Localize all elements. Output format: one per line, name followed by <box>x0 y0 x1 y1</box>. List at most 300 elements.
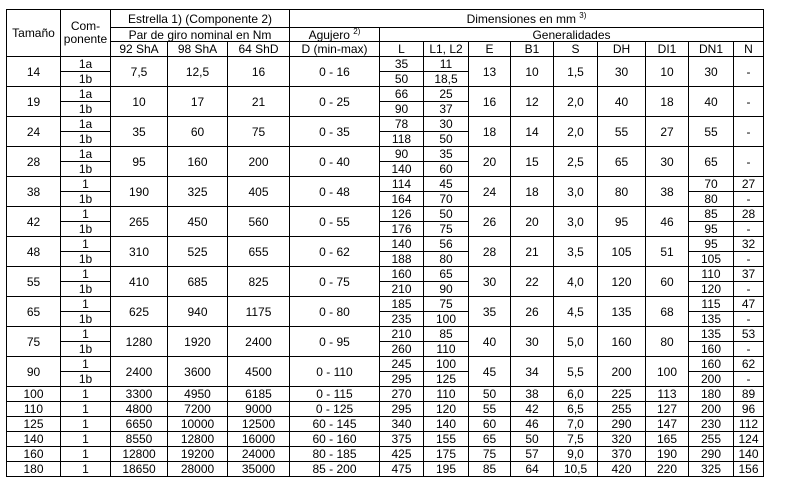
dim-dh-cell: 420 <box>598 462 646 477</box>
dim-dh-cell: 95 <box>598 207 646 237</box>
table-row <box>7 57 764 72</box>
dim-l-cell: 114 <box>380 177 424 192</box>
dim-s-cell: 7,0 <box>554 417 598 432</box>
dim-l-cell: 164 <box>380 192 424 207</box>
torque-64shd-cell: 21 <box>228 87 290 117</box>
torque-64shd-cell: 75 <box>228 117 290 147</box>
dim-l-cell: 295 <box>380 402 424 417</box>
torque-64shd-cell: 560 <box>228 207 290 237</box>
dim-l1-l2-cell: 155 <box>424 432 469 447</box>
dim-l1-l2-cell: 85 <box>424 327 469 342</box>
bore-range-cell: 0 - 115 <box>290 387 380 402</box>
dim-n-cell: 62 <box>734 357 764 372</box>
dim-dn1-cell: 230 <box>689 417 734 432</box>
size-cell: 19 <box>7 87 61 117</box>
torque-98sha-cell: 4950 <box>168 387 228 402</box>
header-size: Tamaño <box>7 10 61 57</box>
table-row <box>7 357 764 372</box>
torque-92sha-cell: 6650 <box>111 417 168 432</box>
dim-n-cell: 28 <box>734 207 764 222</box>
dim-di1-cell: 127 <box>646 402 689 417</box>
table-row <box>7 237 764 252</box>
dim-l-cell: 50 <box>380 72 424 87</box>
dim-b1-cell: 50 <box>511 432 554 447</box>
dim-dh-cell: 105 <box>598 237 646 267</box>
header-col-b1: B1 <box>511 42 554 57</box>
dim-s-cell: 6,5 <box>554 402 598 417</box>
dim-l-cell: 118 <box>380 132 424 147</box>
component-cell: 1b <box>61 162 111 177</box>
torque-92sha-cell: 8550 <box>111 432 168 447</box>
header-dimensions-label: Dimensiones en mm <box>466 11 576 26</box>
header-torque: Par de giro nominal en Nm <box>111 28 290 42</box>
dim-dn1-cell: 135 <box>689 327 734 342</box>
torque-92sha-cell: 12800 <box>111 447 168 462</box>
torque-98sha-cell: 28000 <box>168 462 228 477</box>
dim-e-cell: 13 <box>469 57 511 87</box>
torque-92sha-cell: 7,5 <box>111 57 168 87</box>
bore-range-cell: 80 - 185 <box>290 447 380 462</box>
header-star-component: Estrella 1) (Componente 2) <box>111 10 290 28</box>
dim-s-cell: 10,5 <box>554 462 598 477</box>
dim-di1-cell: 51 <box>646 237 689 267</box>
dim-di1-cell: 220 <box>646 462 689 477</box>
dim-l1-l2-cell: 50 <box>424 132 469 147</box>
size-cell: 65 <box>7 297 61 327</box>
table-row <box>7 267 764 282</box>
torque-98sha-cell: 3600 <box>168 357 228 387</box>
dim-n-cell: 89 <box>734 387 764 402</box>
dim-s-cell: 4,5 <box>554 297 598 327</box>
dim-l-cell: 270 <box>380 387 424 402</box>
dim-l1-l2-cell: 90 <box>424 282 469 297</box>
dim-l1-l2-cell: 30 <box>424 117 469 132</box>
torque-98sha-cell: 10000 <box>168 417 228 432</box>
dim-n-cell: 37 <box>734 267 764 282</box>
size-cell: 140 <box>7 432 61 447</box>
table-row <box>7 297 764 312</box>
dim-dn1-cell: 135 <box>689 312 734 327</box>
size-cell: 125 <box>7 417 61 432</box>
torque-92sha-cell: 4800 <box>111 402 168 417</box>
component-cell: 1 <box>61 177 111 192</box>
torque-64shd-cell: 405 <box>228 177 290 207</box>
dim-l1-l2-cell: 110 <box>424 342 469 357</box>
dim-b1-cell: 38 <box>511 387 554 402</box>
size-cell: 160 <box>7 447 61 462</box>
dim-s-cell: 5,0 <box>554 327 598 357</box>
dim-s-cell: 4,0 <box>554 267 598 297</box>
dim-di1-cell: 100 <box>646 357 689 387</box>
dim-b1-cell: 34 <box>511 357 554 387</box>
torque-98sha-cell: 12,5 <box>168 57 228 87</box>
torque-64shd-cell: 655 <box>228 237 290 267</box>
dim-dn1-cell: 200 <box>689 402 734 417</box>
dim-n-cell: - <box>734 192 764 207</box>
dim-di1-cell: 113 <box>646 387 689 402</box>
torque-92sha-cell: 310 <box>111 237 168 267</box>
dim-l-cell: 126 <box>380 207 424 222</box>
dim-b1-cell: 10 <box>511 57 554 87</box>
dim-s-cell: 2,0 <box>554 87 598 117</box>
dim-e-cell: 45 <box>469 357 511 387</box>
torque-64shd-cell: 1175 <box>228 297 290 327</box>
dim-b1-cell: 20 <box>511 207 554 237</box>
dim-l1-l2-cell: 45 <box>424 177 469 192</box>
dim-l-cell: 425 <box>380 447 424 462</box>
dim-l-cell: 188 <box>380 252 424 267</box>
dim-di1-cell: 27 <box>646 117 689 147</box>
dim-l-cell: 90 <box>380 102 424 117</box>
dim-n-cell: - <box>734 117 764 147</box>
header-col-n: N <box>734 42 764 57</box>
dim-e-cell: 16 <box>469 87 511 117</box>
header-shore-98: 98 ShA <box>168 42 228 57</box>
torque-64shd-cell: 9000 <box>228 402 290 417</box>
dim-l-cell: 235 <box>380 312 424 327</box>
dim-di1-cell: 46 <box>646 207 689 237</box>
torque-92sha-cell: 2400 <box>111 357 168 387</box>
dim-dh-cell: 290 <box>598 417 646 432</box>
dim-dn1-cell: 80 <box>689 192 734 207</box>
dim-n-cell: 32 <box>734 237 764 252</box>
torque-64shd-cell: 12500 <box>228 417 290 432</box>
dim-e-cell: 30 <box>469 267 511 297</box>
component-cell: 1 <box>61 447 111 462</box>
header-col-l: L <box>380 42 424 57</box>
dim-l1-l2-cell: 80 <box>424 252 469 267</box>
torque-92sha-cell: 3300 <box>111 387 168 402</box>
dim-dn1-cell: 120 <box>689 282 734 297</box>
dim-e-cell: 60 <box>469 417 511 432</box>
component-cell: 1b <box>61 342 111 357</box>
dim-b1-cell: 57 <box>511 447 554 462</box>
torque-98sha-cell: 525 <box>168 237 228 267</box>
table-row <box>7 327 764 342</box>
bore-range-cell: 60 - 160 <box>290 432 380 447</box>
header-col-l1-l2: L1, L2 <box>424 42 469 57</box>
dim-dn1-cell: 40 <box>689 87 734 117</box>
dim-n-cell: 27 <box>734 177 764 192</box>
component-cell: 1b <box>61 72 111 87</box>
dim-e-cell: 35 <box>469 297 511 327</box>
torque-64shd-cell: 6185 <box>228 387 290 402</box>
dim-l-cell: 475 <box>380 462 424 477</box>
dim-dh-cell: 255 <box>598 402 646 417</box>
dim-b1-cell: 30 <box>511 327 554 357</box>
component-cell: 1 <box>61 402 111 417</box>
dim-dh-cell: 135 <box>598 297 646 327</box>
dim-dn1-cell: 30 <box>689 57 734 87</box>
table-row <box>7 432 764 447</box>
header-dimensions <box>290 10 764 28</box>
header-component: Com- ponente <box>61 10 111 57</box>
component-cell: 1b <box>61 282 111 297</box>
dim-s-cell: 3,0 <box>554 177 598 207</box>
header-dimensions-footnote: 3) <box>579 10 587 20</box>
dim-dh-cell: 160 <box>598 327 646 357</box>
dim-l-cell: 176 <box>380 222 424 237</box>
table-row <box>7 447 764 462</box>
dim-dn1-cell: 110 <box>689 267 734 282</box>
dim-e-cell: 18 <box>469 117 511 147</box>
header-shore-92: 92 ShA <box>111 42 168 57</box>
torque-64shd-cell: 825 <box>228 267 290 297</box>
header-bore-label: Agujero <box>308 27 350 42</box>
torque-64shd-cell: 2400 <box>228 327 290 357</box>
dim-dn1-cell: 115 <box>689 297 734 312</box>
torque-92sha-cell: 625 <box>111 297 168 327</box>
table-row <box>7 462 764 477</box>
dim-n-cell: 96 <box>734 402 764 417</box>
header-general: Generalidades <box>380 28 764 42</box>
dim-b1-cell: 42 <box>511 402 554 417</box>
dim-e-cell: 50 <box>469 387 511 402</box>
component-cell: 1b <box>61 222 111 237</box>
bore-range-cell: 0 - 75 <box>290 267 380 297</box>
table-row <box>7 402 764 417</box>
size-cell: 55 <box>7 267 61 297</box>
torque-98sha-cell: 160 <box>168 147 228 177</box>
bore-range-cell: 0 - 110 <box>290 357 380 387</box>
dim-dh-cell: 225 <box>598 387 646 402</box>
dim-l1-l2-cell: 100 <box>424 312 469 327</box>
size-cell: 14 <box>7 57 61 87</box>
header-col-e: E <box>469 42 511 57</box>
bore-range-cell: 0 - 40 <box>290 147 380 177</box>
dim-l1-l2-cell: 75 <box>424 222 469 237</box>
table-row <box>7 387 764 402</box>
bore-range-cell: 0 - 62 <box>290 237 380 267</box>
dim-l1-l2-cell: 25 <box>424 87 469 102</box>
dim-dn1-cell: 160 <box>689 357 734 372</box>
torque-98sha-cell: 60 <box>168 117 228 147</box>
header-bore <box>290 28 380 42</box>
table-row <box>7 87 764 102</box>
dim-di1-cell: 30 <box>646 147 689 177</box>
component-cell: 1 <box>61 387 111 402</box>
torque-92sha-cell: 410 <box>111 267 168 297</box>
dim-b1-cell: 14 <box>511 117 554 147</box>
dim-l1-l2-cell: 195 <box>424 462 469 477</box>
dim-l1-l2-cell: 100 <box>424 357 469 372</box>
dim-b1-cell: 64 <box>511 462 554 477</box>
dim-l1-l2-cell: 125 <box>424 372 469 387</box>
torque-64shd-cell: 16 <box>228 57 290 87</box>
dim-n-cell: - <box>734 252 764 267</box>
torque-92sha-cell: 95 <box>111 147 168 177</box>
dim-l-cell: 210 <box>380 327 424 342</box>
size-cell: 28 <box>7 147 61 177</box>
dim-l1-l2-cell: 140 <box>424 417 469 432</box>
dim-dh-cell: 40 <box>598 87 646 117</box>
size-cell: 180 <box>7 462 61 477</box>
dim-dn1-cell: 95 <box>689 237 734 252</box>
dim-dh-cell: 55 <box>598 117 646 147</box>
torque-64shd-cell: 35000 <box>228 462 290 477</box>
torque-98sha-cell: 685 <box>168 267 228 297</box>
dim-l1-l2-cell: 175 <box>424 447 469 462</box>
dim-dh-cell: 80 <box>598 177 646 207</box>
dim-s-cell: 5,5 <box>554 357 598 387</box>
dim-n-cell: - <box>734 222 764 237</box>
component-cell: 1b <box>61 192 111 207</box>
torque-98sha-cell: 12800 <box>168 432 228 447</box>
dim-s-cell: 3,0 <box>554 207 598 237</box>
component-cell: 1 <box>61 462 111 477</box>
component-cell: 1 <box>61 297 111 312</box>
dim-b1-cell: 46 <box>511 417 554 432</box>
dim-l-cell: 140 <box>380 162 424 177</box>
dim-n-cell: - <box>734 342 764 357</box>
dim-s-cell: 2,0 <box>554 117 598 147</box>
dim-b1-cell: 26 <box>511 297 554 327</box>
dim-b1-cell: 22 <box>511 267 554 297</box>
component-cell: 1 <box>61 237 111 252</box>
dim-e-cell: 55 <box>469 402 511 417</box>
torque-64shd-cell: 4500 <box>228 357 290 387</box>
component-cell: 1 <box>61 417 111 432</box>
torque-98sha-cell: 19200 <box>168 447 228 462</box>
dim-dh-cell: 320 <box>598 432 646 447</box>
dim-s-cell: 7,5 <box>554 432 598 447</box>
dim-b1-cell: 12 <box>511 87 554 117</box>
torque-98sha-cell: 325 <box>168 177 228 207</box>
dim-n-cell: - <box>734 372 764 387</box>
dim-dn1-cell: 200 <box>689 372 734 387</box>
dim-l-cell: 90 <box>380 147 424 162</box>
dim-l-cell: 295 <box>380 372 424 387</box>
dim-n-cell: - <box>734 87 764 117</box>
dim-l-cell: 35 <box>380 57 424 72</box>
dim-di1-cell: 60 <box>646 267 689 297</box>
component-cell: 1 <box>61 207 111 222</box>
dim-dn1-cell: 180 <box>689 387 734 402</box>
dim-b1-cell: 15 <box>511 147 554 177</box>
dim-di1-cell: 38 <box>646 177 689 207</box>
dim-l-cell: 340 <box>380 417 424 432</box>
table-row <box>7 117 764 132</box>
dim-l-cell: 78 <box>380 117 424 132</box>
torque-64shd-cell: 24000 <box>228 447 290 462</box>
dim-l-cell: 66 <box>380 87 424 102</box>
dim-s-cell: 2,5 <box>554 147 598 177</box>
torque-92sha-cell: 190 <box>111 177 168 207</box>
header-bore-footnote: 2) <box>353 27 361 36</box>
size-cell: 24 <box>7 117 61 147</box>
component-cell: 1 <box>61 267 111 282</box>
bore-range-cell: 0 - 125 <box>290 402 380 417</box>
dim-n-cell: 156 <box>734 462 764 477</box>
dim-dh-cell: 30 <box>598 57 646 87</box>
torque-92sha-cell: 265 <box>111 207 168 237</box>
size-cell: 48 <box>7 237 61 267</box>
dim-e-cell: 75 <box>469 447 511 462</box>
dim-n-cell: 112 <box>734 417 764 432</box>
dim-b1-cell: 21 <box>511 237 554 267</box>
dim-n-cell: 124 <box>734 432 764 447</box>
dim-l1-l2-cell: 35 <box>424 147 469 162</box>
torque-92sha-cell: 10 <box>111 87 168 117</box>
dim-dn1-cell: 95 <box>689 222 734 237</box>
torque-98sha-cell: 940 <box>168 297 228 327</box>
bore-range-cell: 0 - 55 <box>290 207 380 237</box>
dim-di1-cell: 68 <box>646 297 689 327</box>
dim-dh-cell: 65 <box>598 147 646 177</box>
dim-s-cell: 3,5 <box>554 237 598 267</box>
dim-l-cell: 160 <box>380 267 424 282</box>
dim-l-cell: 375 <box>380 432 424 447</box>
dim-di1-cell: 80 <box>646 327 689 357</box>
header-col-dh: DH <box>598 42 646 57</box>
component-cell: 1 <box>61 432 111 447</box>
dim-dh-cell: 120 <box>598 267 646 297</box>
dim-n-cell: - <box>734 57 764 87</box>
dim-dh-cell: 200 <box>598 357 646 387</box>
component-cell: 1b <box>61 372 111 387</box>
dim-l1-l2-cell: 50 <box>424 207 469 222</box>
dim-n-cell: - <box>734 312 764 327</box>
bore-range-cell: 85 - 200 <box>290 462 380 477</box>
size-cell: 110 <box>7 402 61 417</box>
dim-l1-l2-cell: 65 <box>424 267 469 282</box>
dim-dn1-cell: 65 <box>689 147 734 177</box>
bore-range-cell: 0 - 95 <box>290 327 380 357</box>
bore-range-cell: 0 - 48 <box>290 177 380 207</box>
size-cell: 38 <box>7 177 61 207</box>
size-cell: 100 <box>7 387 61 402</box>
dim-l1-l2-cell: 37 <box>424 102 469 117</box>
bore-range-cell: 0 - 16 <box>290 57 380 87</box>
dim-dn1-cell: 105 <box>689 252 734 267</box>
dim-l1-l2-cell: 70 <box>424 192 469 207</box>
table-row <box>7 207 764 222</box>
dim-l1-l2-cell: 110 <box>424 387 469 402</box>
component-cell: 1 <box>61 327 111 342</box>
dim-di1-cell: 147 <box>646 417 689 432</box>
dim-l1-l2-cell: 60 <box>424 162 469 177</box>
component-cell: 1a <box>61 57 111 72</box>
dim-dh-cell: 370 <box>598 447 646 462</box>
dim-n-cell: - <box>734 147 764 177</box>
dim-dn1-cell: 325 <box>689 462 734 477</box>
dim-l1-l2-cell: 56 <box>424 237 469 252</box>
dim-dn1-cell: 55 <box>689 117 734 147</box>
torque-98sha-cell: 450 <box>168 207 228 237</box>
dim-dn1-cell: 290 <box>689 447 734 462</box>
component-cell: 1a <box>61 117 111 132</box>
dim-l-cell: 210 <box>380 282 424 297</box>
dim-e-cell: 40 <box>469 327 511 357</box>
bore-range-cell: 60 - 145 <box>290 417 380 432</box>
torque-98sha-cell: 1920 <box>168 327 228 357</box>
header-col-s: S <box>554 42 598 57</box>
dim-di1-cell: 10 <box>646 57 689 87</box>
coupling-spec-table-wrapper <box>6 9 764 477</box>
torque-92sha-cell: 18650 <box>111 462 168 477</box>
component-cell: 1b <box>61 102 111 117</box>
dim-b1-cell: 18 <box>511 177 554 207</box>
dim-s-cell: 6,0 <box>554 387 598 402</box>
size-cell: 75 <box>7 327 61 357</box>
dim-s-cell: 9,0 <box>554 447 598 462</box>
torque-64shd-cell: 200 <box>228 147 290 177</box>
header-shore-64: 64 ShD <box>228 42 290 57</box>
dim-di1-cell: 165 <box>646 432 689 447</box>
torque-92sha-cell: 35 <box>111 117 168 147</box>
dim-di1-cell: 190 <box>646 447 689 462</box>
dim-n-cell: 53 <box>734 327 764 342</box>
